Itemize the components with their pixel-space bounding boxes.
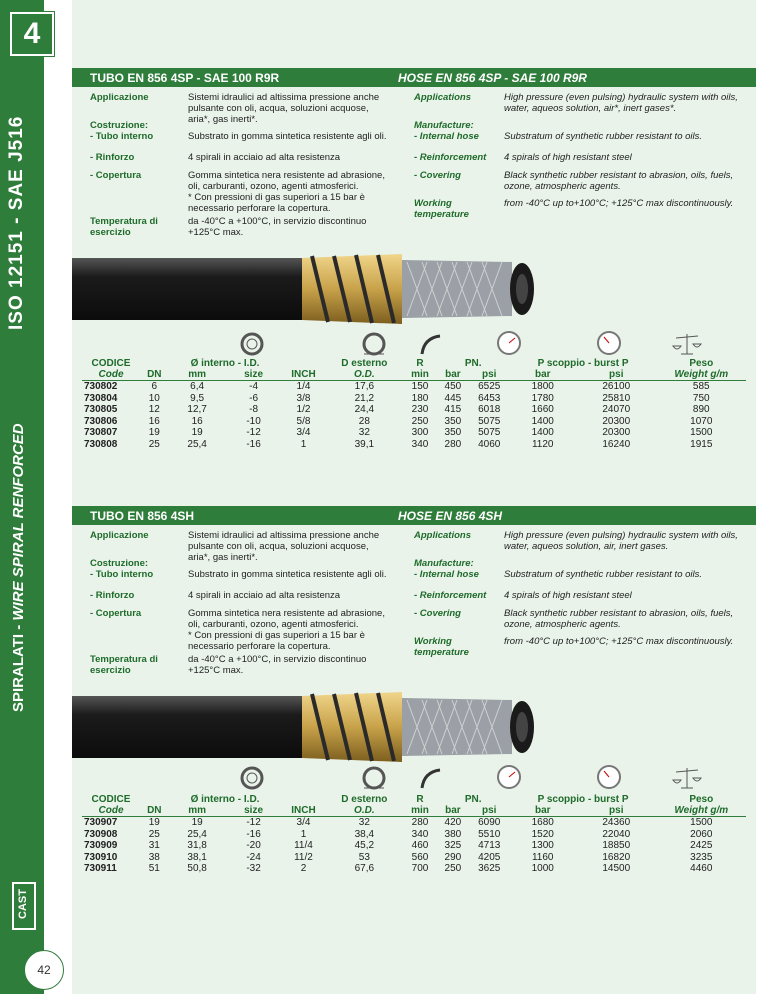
cell-bpsi: 16820 (602, 851, 631, 863)
cell-w: 2060 (690, 828, 713, 840)
table-row (82, 863, 746, 875)
cell-bbar: 1300 (531, 840, 554, 851)
header-peso: Peso (689, 794, 714, 805)
cell-w: 4460 (690, 863, 713, 874)
cell-r: 560 (411, 851, 429, 863)
header-pn: PN. (464, 358, 482, 369)
tubo-interno-label: - Tubo interno (90, 569, 154, 580)
header-min: min (411, 369, 429, 380)
cell-size: -24 (246, 851, 261, 863)
reinforcement-text: 4 spirals of high resistant steel (504, 590, 632, 601)
header-burst-bar: bar (534, 805, 551, 816)
rinforzo-label: - Rinforzo (90, 152, 135, 163)
cell-size: -10 (246, 415, 261, 427)
burst-gauge-icon (596, 764, 622, 790)
header-mm: mm (188, 805, 207, 816)
header-size: size (244, 369, 264, 380)
header-id: Ø interno - I.D. (190, 794, 260, 805)
cell-bbar: 1660 (531, 404, 554, 415)
category-label: SPIRALATI - WIRE SPIRAL RENFORCED (10, 423, 27, 712)
cell-r: 180 (411, 392, 429, 404)
cell-code: 730805 (84, 404, 118, 415)
title-it: TUBO EN 856 4SP - SAE 100 R9R (90, 71, 280, 85)
cell-dn: 6 (151, 381, 158, 392)
cell-od: 32 (358, 817, 370, 828)
header-od: O.D. (354, 805, 375, 816)
temperatura-label: Temperatura di esercizio (90, 216, 158, 238)
cell-w: 3235 (690, 851, 713, 863)
internal-hose-label: - Internal hose (414, 569, 479, 580)
cell-dn: 51 (148, 863, 160, 874)
cell-psi: 6525 (478, 381, 501, 392)
spec-table-4sp (82, 358, 746, 450)
table-row (82, 852, 746, 864)
cell-inch: 3/4 (296, 427, 311, 438)
column-icons (72, 330, 756, 360)
cell-od: 17,6 (354, 381, 375, 392)
cell-inch: 1/2 (296, 404, 311, 415)
header-burst-psi: psi (609, 805, 624, 816)
cell-od: 45,2 (354, 840, 375, 851)
cell-bbar: 1680 (531, 817, 554, 828)
cell-bpsi: 25810 (602, 392, 631, 404)
cell-od: 53 (358, 851, 370, 863)
cell-w: 1500 (690, 817, 713, 828)
header-codice: CODICE (91, 794, 131, 805)
cell-psi: 6090 (478, 817, 501, 828)
tubo-interno-text: Substrato in gomma sintetica resistente agli oli. (188, 569, 387, 580)
cell-psi: 6453 (478, 392, 501, 404)
cell-size: -12 (246, 427, 261, 438)
cell-inch: 11/2 (294, 851, 313, 863)
working-temperature-label: Working temperature (414, 198, 469, 220)
page-number: 42 (24, 950, 64, 990)
cell-r: 250 (411, 415, 429, 427)
header-min: min (411, 805, 429, 816)
header-od: O.D. (354, 369, 375, 380)
outer-diameter-icon (362, 332, 386, 356)
header-code: Code (98, 369, 124, 380)
cell-inch: 2 (300, 863, 307, 874)
cell-dn: 25 (148, 828, 160, 840)
cell-dn: 12 (148, 404, 160, 415)
cell-code: 730808 (84, 438, 118, 450)
applications-label: Applications (414, 92, 472, 103)
title-en: HOSE EN 856 4SH (398, 509, 503, 523)
cell-mm: 50,8 (187, 863, 207, 874)
cell-mm: 25,4 (187, 438, 207, 450)
cell-psi: 3625 (478, 863, 501, 874)
cell-dn: 38 (148, 851, 160, 863)
header-codice: CODICE (91, 358, 131, 369)
cell-inch: 5/8 (296, 415, 311, 427)
cell-bbar: 1400 (531, 427, 554, 438)
cell-inch: 3/8 (296, 392, 311, 404)
applicazione-text: Sistemi idraulici ad altissima pressione anche pulsante con oli, acqua, soluzioni acquose, aria*, gas inerti*. (188, 530, 380, 563)
cell-bbar: 1780 (531, 392, 554, 404)
header-code: Code (98, 805, 124, 816)
cell-bpsi: 20300 (602, 415, 631, 427)
cell-psi: 4205 (478, 851, 501, 863)
header-od-it: D esterno (341, 358, 388, 369)
header-id: Ø interno - I.D. (190, 358, 260, 369)
cell-mm: 38,1 (187, 851, 207, 863)
cell-size: -4 (249, 381, 259, 392)
reinforcement-label: - Reinforcement (414, 152, 487, 163)
cell-od: 39,1 (354, 438, 375, 450)
cell-mm: 12,7 (187, 404, 207, 415)
chapter-badge: 4 (10, 12, 54, 56)
cell-code: 730908 (84, 828, 118, 840)
cell-psi: 6018 (478, 404, 501, 415)
rinforzo-label: - Rinforzo (90, 590, 135, 601)
cell-psi: 4713 (478, 840, 501, 851)
cell-r: 300 (411, 427, 429, 438)
cell-od: 67,6 (354, 863, 375, 874)
iso-standard-label: ISO 12151 - SAE J516 (6, 115, 27, 330)
table-row (82, 840, 746, 852)
pressure-gauge-icon (496, 330, 522, 356)
header-burst: P scoppio - burst P (537, 358, 629, 369)
cell-size: -16 (246, 828, 261, 840)
product-section-4sh (72, 506, 756, 896)
cell-bpsi: 18850 (602, 840, 631, 851)
brand-logo: CAST (12, 882, 36, 930)
cell-size: -32 (246, 863, 261, 874)
product-section-4sp (72, 68, 756, 463)
temperatura-label: Temperatura di esercizio (90, 654, 158, 676)
copertura-label: - Copertura (90, 608, 142, 619)
cell-dn: 10 (148, 392, 160, 404)
covering-label: - Covering (414, 608, 461, 619)
cell-bpsi: 14500 (602, 863, 631, 874)
cell-mm: 16 (191, 415, 203, 427)
weight-scale-icon (672, 764, 702, 792)
bend-radius-icon (418, 766, 442, 790)
cell-bar: 445 (444, 392, 462, 404)
copertura-text: Gomma sintetica nera resistente ad abrasione, oli, carburanti, ozono, agenti atmosferici. * Con pressioni di gas superiori a 15 bar è necessario perforare la copertura. (188, 170, 385, 214)
header-od-it: D esterno (341, 794, 388, 805)
internal-hose-label: - Internal hose (414, 131, 479, 142)
cell-w: 2425 (690, 840, 713, 851)
cell-bbar: 1160 (531, 851, 554, 863)
cell-w: 1070 (690, 415, 713, 427)
cell-psi: 5075 (478, 427, 501, 438)
copertura-text: Gomma sintetica nera resistente ad abrasione, oli, carburanti, ozono, agenti atmosferici. * Con pressioni di gas superiori a 15 bar è necessario perforare la copertura. (188, 608, 385, 652)
cell-bpsi: 20300 (602, 427, 631, 438)
header-burst-bar: bar (534, 369, 551, 380)
cell-od: 32 (358, 427, 370, 438)
covering-text: Black synthetic rubber resistant to abrasion, oils, fuels, ozone, atmospheric agents. (504, 170, 734, 192)
hose-illustration (72, 678, 756, 778)
cell-w: 585 (692, 381, 710, 392)
cell-bpsi: 24070 (602, 404, 631, 415)
table-row (82, 416, 746, 428)
cell-code: 730911 (84, 863, 117, 874)
cell-bbar: 1800 (531, 381, 554, 392)
covering-text: Black synthetic rubber resistant to abrasion, oils, fuels, ozone, atmospheric agents. (504, 608, 734, 630)
section-title-bar (72, 68, 756, 87)
applications-label: Applications (414, 530, 472, 541)
header-weight: Weight g/m (674, 805, 729, 816)
cell-w: 1500 (690, 427, 713, 438)
working-temperature-text: from -40°C up to+100°C; +125°C max discontinuously. (504, 198, 734, 209)
cell-od: 38,4 (354, 828, 375, 840)
cell-bar: 380 (444, 828, 462, 840)
cell-code: 730806 (84, 415, 118, 427)
cell-od: 24,4 (354, 404, 375, 415)
applications-text: High pressure (even pulsing) hydraulic system with oils, water, aqueos solution, air, inert gases. (504, 530, 738, 552)
temperatura-text: da -40°C a +100°C, in servizio discontinuo +125°C max. (188, 654, 367, 676)
cell-bbar: 1520 (531, 828, 554, 840)
cell-inch: 11/4 (294, 840, 313, 851)
header-r: R (416, 794, 424, 805)
header-pn: PN. (464, 794, 482, 805)
cell-bar: 280 (444, 438, 462, 450)
table-row (82, 817, 746, 829)
cell-size: -8 (249, 404, 259, 415)
cell-bar: 250 (444, 863, 462, 874)
header-dn: DN (147, 369, 162, 380)
cell-bbar: 1120 (531, 438, 554, 450)
title-it: TUBO EN 856 4SH (90, 509, 195, 523)
cell-bar: 450 (444, 381, 462, 392)
cell-code: 730907 (84, 817, 118, 828)
cell-size: -16 (246, 438, 261, 450)
inner-diameter-icon (240, 766, 264, 790)
cell-mm: 19 (191, 817, 203, 828)
section-title-bar (72, 506, 756, 525)
cell-bbar: 1000 (531, 863, 554, 874)
header-bar: bar (445, 369, 461, 380)
cell-code: 730804 (84, 392, 118, 404)
cell-r: 280 (411, 817, 429, 828)
cell-code: 730909 (84, 840, 118, 851)
header-psi: psi (481, 369, 497, 380)
cell-w: 750 (692, 392, 710, 404)
title-en: HOSE EN 856 4SP - SAE 100 R9R (398, 71, 587, 85)
table-row (82, 393, 746, 405)
applications-text: High pressure (even pulsing) hydraulic system with oils, water, aqueos solution, air*, inert gases*. (504, 92, 738, 114)
reinforcement-text: 4 spirals of high resistant steel (504, 152, 632, 163)
cell-r: 340 (411, 828, 429, 840)
cell-code: 730802 (84, 381, 118, 392)
pressure-gauge-icon (496, 764, 522, 790)
cell-bpsi: 26100 (602, 381, 631, 392)
applicazione-label: Applicazione (90, 530, 149, 541)
cell-mm: 9,5 (190, 392, 205, 404)
header-inch: INCH (291, 369, 316, 380)
cell-size: -6 (249, 392, 259, 404)
sidebar (0, 0, 44, 994)
internal-hose-text: Substratum of synthetic rubber resistant to oils. (504, 569, 703, 580)
cell-bpsi: 22040 (602, 828, 631, 840)
cell-dn: 31 (148, 840, 160, 851)
manufacture-label: Manufacture: (414, 120, 474, 131)
cell-inch: 3/4 (296, 817, 311, 828)
column-icons (72, 764, 756, 794)
header-r: R (416, 358, 424, 369)
cell-bbar: 1400 (531, 415, 554, 427)
header-mm: mm (188, 369, 207, 380)
manufacture-label: Manufacture: (414, 558, 474, 569)
rinforzo-text: 4 spirali in acciaio ad alta resistenza (188, 152, 341, 163)
cell-code: 730910 (84, 851, 118, 863)
cell-inch: 1 (300, 828, 307, 840)
cell-psi: 5075 (478, 415, 501, 427)
outer-diameter-icon (362, 766, 386, 790)
inner-diameter-icon (240, 332, 264, 356)
cell-bar: 290 (444, 851, 462, 863)
cell-dn: 19 (148, 817, 160, 828)
cell-bpsi: 24360 (602, 817, 631, 828)
bend-radius-icon (418, 332, 442, 356)
cell-r: 460 (411, 840, 429, 851)
header-bar: bar (445, 805, 461, 816)
temperatura-text: da -40°C a +100°C, in servizio discontinuo +125°C max. (188, 216, 367, 238)
cell-r: 700 (411, 863, 429, 874)
cell-dn: 19 (148, 427, 160, 438)
header-peso: Peso (689, 358, 714, 369)
cell-w: 1915 (690, 438, 713, 450)
table-row (82, 439, 746, 451)
table-row (82, 404, 746, 416)
cell-mm: 6,4 (190, 381, 205, 392)
applicazione-text: Sistemi idraulici ad altissima pressione anche pulsante con oli, acqua, soluzioni acquose, aria*, gas inerti*. (188, 92, 380, 125)
spec-table-4sh (82, 794, 746, 875)
cell-od: 21,2 (354, 392, 375, 404)
cell-inch: 1/4 (296, 381, 311, 392)
cell-mm: 31,8 (187, 840, 207, 851)
cell-dn: 16 (148, 415, 160, 427)
cell-bar: 350 (444, 427, 462, 438)
table-row (82, 829, 746, 841)
tubo-interno-text: Substrato in gomma sintetica resistente agli oli. (188, 131, 387, 142)
cell-code: 730807 (84, 427, 118, 438)
applicazione-label: Applicazione (90, 92, 149, 103)
cell-bar: 325 (444, 840, 462, 851)
costruzione-label: Costruzione: (90, 558, 149, 569)
burst-gauge-icon (596, 330, 622, 356)
cell-psi: 4060 (478, 438, 501, 450)
weight-scale-icon (672, 330, 702, 358)
header-inch: INCH (291, 805, 316, 816)
cell-dn: 25 (148, 438, 160, 450)
cell-r: 150 (411, 381, 429, 392)
costruzione-label: Costruzione: (90, 120, 149, 131)
hose-illustration (72, 240, 756, 340)
working-temperature-label: Working temperature (414, 636, 469, 658)
header-size: size (244, 805, 264, 816)
covering-label: - Covering (414, 170, 461, 181)
table-row (82, 381, 746, 393)
working-temperature-text: from -40°C up to+100°C; +125°C max discontinuously. (504, 636, 734, 647)
cell-mm: 19 (191, 427, 203, 438)
cell-bar: 350 (444, 415, 462, 427)
header-dn: DN (147, 805, 162, 816)
cell-inch: 1 (300, 438, 307, 450)
header-weight: Weight g/m (674, 369, 729, 380)
copertura-label: - Copertura (90, 170, 142, 181)
cell-mm: 25,4 (187, 828, 207, 840)
tubo-interno-label: - Tubo interno (90, 131, 154, 142)
cell-size: -20 (246, 840, 261, 851)
header-burst-psi: psi (609, 369, 624, 380)
header-burst: P scoppio - burst P (537, 794, 629, 805)
reinforcement-label: - Reinforcement (414, 590, 487, 601)
cell-psi: 5510 (478, 828, 501, 840)
cell-w: 890 (692, 404, 710, 415)
cell-bpsi: 16240 (602, 438, 631, 450)
cell-od: 28 (358, 415, 370, 427)
cell-size: -12 (246, 817, 261, 828)
cell-r: 230 (411, 404, 429, 415)
internal-hose-text: Substratum of synthetic rubber resistant to oils. (504, 131, 703, 142)
cell-bar: 415 (444, 404, 462, 415)
cell-bar: 420 (444, 817, 462, 828)
table-row (82, 427, 746, 439)
rinforzo-text: 4 spirali in acciaio ad alta resistenza (188, 590, 341, 601)
header-psi: psi (481, 805, 497, 816)
cell-r: 340 (411, 438, 429, 450)
